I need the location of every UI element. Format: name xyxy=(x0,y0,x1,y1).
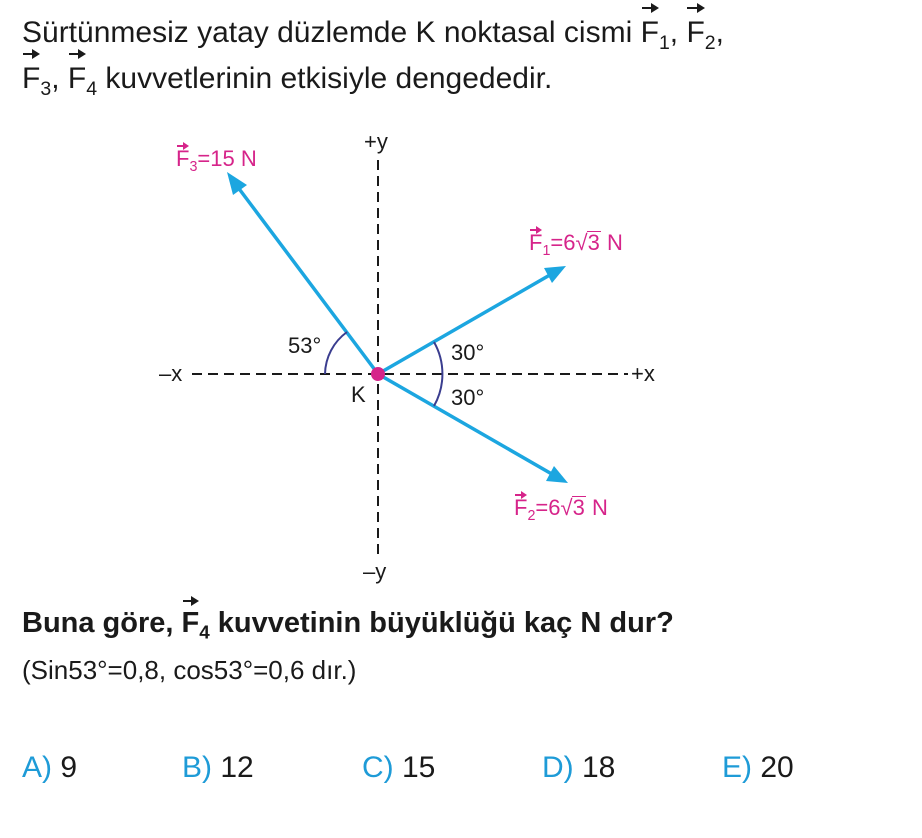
y-neg-label: –y xyxy=(363,559,387,584)
option-b[interactable]: B) 12 xyxy=(182,751,254,784)
question-hint: (Sin53°=0,8, cos53°=0,6 dır.) xyxy=(22,655,357,685)
angle-30-upper-label: 30° xyxy=(451,340,485,365)
stem-text-2: kuvvetlerinin etkisiyle dengededir. xyxy=(105,62,553,95)
f2-label: $F_2=6√3$ N xyxy=(514,495,608,524)
point-k-label: K xyxy=(351,382,366,407)
option-c[interactable]: C) 15 xyxy=(362,751,436,784)
point-k xyxy=(371,367,385,381)
option-a[interactable]: A) 9 xyxy=(22,751,78,784)
x-neg-label: –x xyxy=(159,361,183,386)
vector-f1-symbol: F xyxy=(641,10,659,56)
subscript-2: 2 xyxy=(704,31,716,54)
y-pos-label: +y xyxy=(364,129,388,154)
f1-label: $F_1=6√3$ N xyxy=(529,230,623,259)
subscript-1: 1 xyxy=(658,31,670,54)
option-d[interactable]: D) 18 xyxy=(542,751,616,784)
stem-text-1: Sürtünmesiz yatay düzlemde K noktasal cismi xyxy=(22,16,633,49)
option-e[interactable]: E) 20 xyxy=(722,751,794,784)
angle-arc-53 xyxy=(325,332,347,374)
x-pos-label: +x xyxy=(631,361,655,386)
f3-label: $F_3=15$ N xyxy=(176,146,257,175)
question-text: Buna göre, $F_4$ kuvvetinin büyüklüğü kaç N dur? xyxy=(22,603,674,643)
vector-f3-symbol: F xyxy=(22,56,40,102)
subscript-4: 4 xyxy=(86,77,98,100)
angle-53-label: 53° xyxy=(288,333,322,358)
vector-f4-symbol: F xyxy=(68,56,86,102)
f3-arrowhead xyxy=(227,172,247,195)
question-stem: Sürtünmesiz yatay düzlemde K noktasal cismi $F_1$, $F_2$, $F_3$, $F_4$ kuvvetlerinin etkisiyle dengededir. xyxy=(22,10,902,102)
subscript-3: 3 xyxy=(40,77,52,100)
angle-30-lower-label: 30° xyxy=(451,385,485,410)
vector-f2-symbol: F xyxy=(686,10,704,56)
